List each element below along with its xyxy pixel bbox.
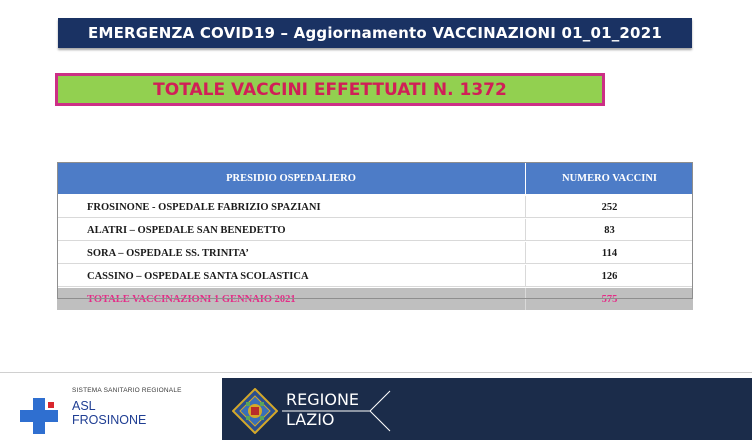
column-header-numero: NUMERO VACCINI <box>526 162 694 195</box>
vaccines-table <box>57 162 693 311</box>
asl-name-line2: FROSINONE <box>72 413 147 427</box>
asl-name <box>72 399 146 427</box>
column-header-presidio: PRESIDIO OSPEDALIERO <box>57 162 526 195</box>
table-row <box>57 219 693 242</box>
table-row <box>57 242 693 265</box>
medical-cross-icon <box>20 398 58 434</box>
total-number-cell: 575 <box>526 288 694 311</box>
table-row <box>57 265 693 288</box>
regione-lazio-logo <box>222 378 752 440</box>
asl-subtitle: SISTEMA SANITARIO REGIONALE <box>72 387 182 394</box>
asl-name-line1: ASL <box>72 399 96 413</box>
presidio-cell: CASSINO – OSPEDALE SANTA SCOLASTICA <box>57 265 526 288</box>
numero-cell: 126 <box>526 265 694 288</box>
total-vaccines-banner <box>55 73 605 106</box>
regione-line2: LAZIO <box>286 410 335 429</box>
asl-frosinone-logo <box>16 384 216 436</box>
footer-divider <box>0 372 752 373</box>
total-label-cell: TOTALE VACCINAZIONI 1 GENNAIO 2021 <box>57 288 526 311</box>
table-header-row <box>57 162 693 195</box>
presidio-cell: ALATRI – OSPEDALE SAN BENEDETTO <box>57 219 526 242</box>
numero-cell: 252 <box>526 195 694 219</box>
presidio-cell: FROSINONE - OSPEDALE FABRIZIO SPAZIANI <box>57 195 526 219</box>
page-title-banner <box>58 18 692 48</box>
numero-cell: 114 <box>526 242 694 265</box>
numero-cell: 83 <box>526 219 694 242</box>
table-total-row <box>57 288 693 311</box>
regione-lazio-text <box>286 390 359 430</box>
presidio-cell: SORA – OSPEDALE SS. TRINITA’ <box>57 242 526 265</box>
lazio-emblem-icon <box>232 388 278 434</box>
total-vaccines-text: TOTALE VACCINI EFFETTUATI N. 1372 <box>153 79 507 100</box>
table-row <box>57 195 693 219</box>
regione-line1: REGIONE <box>286 390 360 409</box>
page-title: EMERGENZA COVID19 – Aggiornamento VACCINAZIONI 01_01_2021 <box>88 24 662 42</box>
